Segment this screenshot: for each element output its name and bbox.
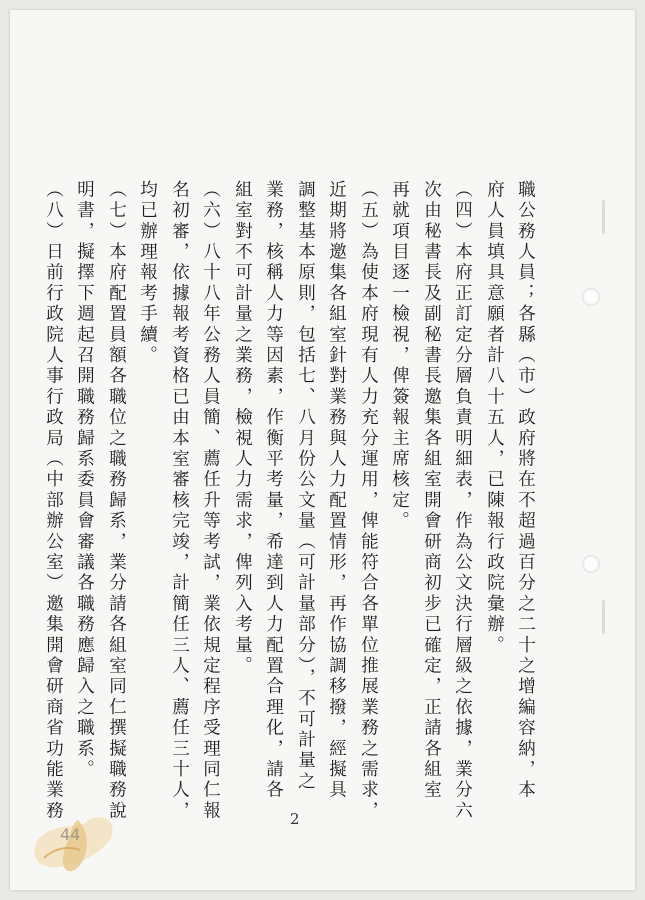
punch-hole-bottom [582,555,600,573]
text-column-14: （七）本府配置員額各職位之職務歸系，業分請各組室同仁撰擬職務說 [106,180,127,822]
text-column-5: 再就項目逐一檢視，俾簽報主席核定。 [389,180,410,532]
text-column-2: 府人員填具意願者計八十五人，已陳報行政院彙辦。 [484,180,505,657]
logo-text: 44 [60,825,81,844]
text-column-12: 名初審，依據報考資格已由本室審核完竣，計簡任三人、薦任三十人， [169,180,190,822]
paper-crease-2 [602,600,605,634]
text-column-8: 調整基本原則，包括七、八月份公文量（可計量部分），不可計量之 [295,180,316,793]
text-column-13: 均已辦理報考手續。 [137,180,158,367]
text-column-4: 次由秘書長及副秘書長邀集各組室開會研商初步已確定，正請各組室 [421,180,442,801]
paper-crease-1 [602,200,605,234]
text-column-16: （八）日前行政院人事行政局（中部辦公室）邀集開會研商省功能業務 [43,180,64,822]
page-number: 2 [290,810,300,828]
document-page [10,10,635,890]
text-column-11: （六）八十八年公務人員簡、薦任升等考試，業依規定程序受理同仁報 [200,180,221,822]
text-column-10: 組室對不可計量之業務，檢視人力需求，俾列入考量。 [232,180,253,677]
text-column-15: 明書，擬擇下週起召開職務歸系委員會審議各職務應歸入之職系。 [74,180,95,781]
punch-hole-top [582,288,600,306]
text-column-7: 近期將邀集各組室針對業務與人力配置情形，再作協調移撥，經擬具 [326,180,347,801]
text-column-9: 業務，核稱人力等因素，作衡平考量，希達到人力配置合理化，請各 [263,180,284,801]
text-column-6: （五）為使本府現有人力充分運用，俾能符合各單位推展業務之需求， [358,180,379,822]
text-column-3: （四）本府正訂定分層負責明細表，作為公文決行層級之依據，業分六 [452,180,473,822]
taiwan-archive-logo [20,800,130,880]
text-column-1: 職公務人員；各縣（市）政府將在不超過百分之二十之增編容納，本 [515,180,536,801]
